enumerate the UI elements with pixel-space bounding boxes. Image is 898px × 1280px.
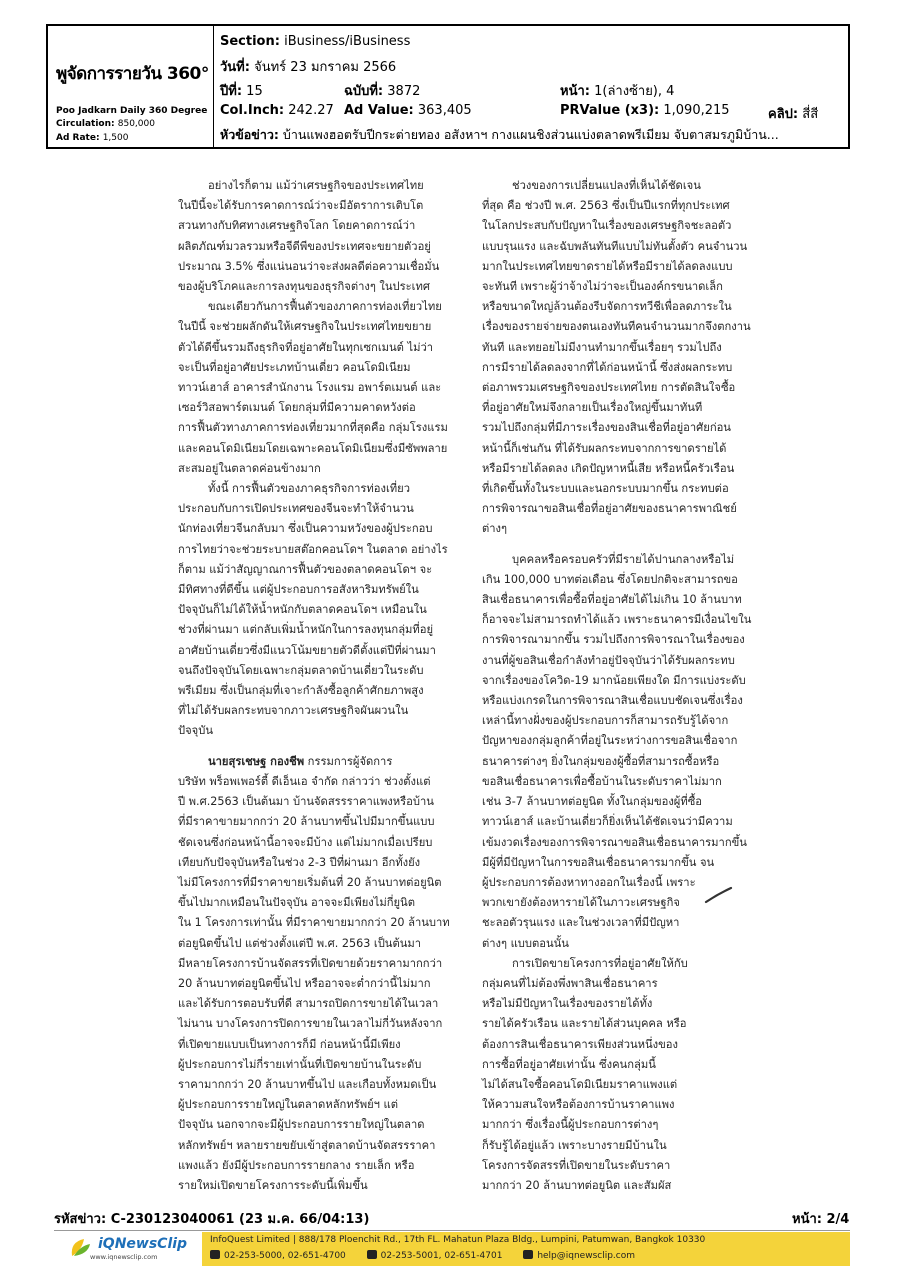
text-line: เกิน 100,000 บาทต่อเดือน ซึ่งโดยปกติจะสามารถขอ <box>482 572 738 586</box>
prvalue-label: PRValue (x3): <box>560 103 660 118</box>
section-label: Section: <box>220 34 280 49</box>
email-contact <box>523 1251 635 1261</box>
text-line: ในปีนี้จะได้รับการคาดการณ์ว่าจะมีอัตราการเติบโต <box>178 199 424 213</box>
text-line: ทาวน์เฮาส์ อาคารสำนักงาน โรงแรม อพาร์ตเมนต์ และ <box>178 381 442 395</box>
section-value: iBusiness/iBusiness <box>284 34 411 49</box>
text-line: ผู้ประกอบการไม่กี่รายเท่านั้นที่เปิดขายบ้านในระดับ <box>178 1057 422 1071</box>
circulation-value: 850,000 <box>117 119 155 129</box>
text-line: บุคคลหรือครอบครัวที่มีรายได้ปานกลางหรือไม่ <box>512 552 735 566</box>
text-line: โครงการจัดสรรที่เปิดขายในระดับราคา <box>482 1158 671 1172</box>
text-line: มีหลายโครงการบ้านจัดสรรที่เปิดขายด้วยราคามากกว่า <box>178 956 443 970</box>
text-line: การเปิดขายโครงการที่อยู่อาศัยให้กับ <box>512 956 688 970</box>
text-line: มากในประเทศไทยขาดรายได้หรือมีรายได้ลดลงแบบ <box>482 259 733 273</box>
page-value: 1(ล่างซ้าย), 4 <box>594 84 675 99</box>
clip-label: คลิป: <box>768 107 799 122</box>
text-line: รายใหม่เปิดขายโครงการระดับนี้เพิ่มขึ้น <box>178 1178 368 1192</box>
text-line: ไม่นาน บางโครงการปิดการขายในเวลาไม่กี่วันหลังจาก <box>178 1017 443 1031</box>
text-line: เรื่องของรายจ่ายของตนเองทันทีคนจำนวนมากจึงตกงาน <box>482 320 751 334</box>
text-line: ที่มีราคาขายมากกว่า 20 ล้านบาทขึ้นไปมีมากขึ้นแบบ <box>178 815 435 829</box>
phone-number: 02-253-5000, 02-651-4700 <box>224 1251 346 1261</box>
text-line: ในปีนี้ จะช่วยผลักดันให้เศรษฐกิจในประเทศไทยขยาย <box>178 320 432 334</box>
text-line: พรีเมียม ซึ่งเป็นกลุ่มที่เจาะกำลังซื้อลูกค้าศักยภาพสูง <box>178 684 424 698</box>
text-line: ทั้งนี้ การฟื้นตัวของภาคธุรกิจการท่องเที่ยว <box>208 482 411 496</box>
issue-row <box>344 80 420 101</box>
headline-row <box>220 125 779 145</box>
contact-line <box>210 1250 653 1261</box>
page-label: หน้า: <box>560 84 590 99</box>
pen-mark-icon <box>704 886 734 904</box>
text-line: ธนาคารต่างๆ ยิ่งในกลุ่มของผู้ซื้อที่สามารถซื้อหรือ <box>482 754 720 768</box>
text-line: หรือมีรายได้ลดลง เกิดปัญหาหนี้เสีย หรือหนี้ครัวเรือน <box>482 461 735 475</box>
text-line: เทียบกับปัจจุบันหรือในช่วง 2-3 ปีที่ผ่านมา อีกทั้งยัง <box>178 855 421 869</box>
text-line: มากกว่า 20 ล้านบาทต่อยูนิต และสัมผัส <box>482 1178 672 1192</box>
text-line: หรือไม่มีปัญหาในเรื่องของรายได้ทั้ง <box>482 997 653 1011</box>
text-line: ของผู้บริโภคและการลงทุนของธุรกิจต่างๆ ในประเทศ <box>178 280 430 294</box>
text-line: เหล่านี้ทางฝั่งของผู้ประกอบการก็สามารถรับรู้ได้จาก <box>482 714 729 728</box>
prvalue-row <box>560 103 730 118</box>
year-label: ปีที่: <box>220 84 243 99</box>
text-line: เข้มงวดเรื่องของการพิจารณาขอสินเชื่อธนาคารมากขึ้น <box>482 835 747 849</box>
text-line: ขอสินเชื่อธนาคารเพื่อซื้อบ้านในระดับราคาไม่มาก <box>482 774 722 788</box>
text-line: ผู้ประกอบการรายใหญ่ในตลาดหลักทรัพย์ฯ แต่ <box>178 1098 398 1112</box>
logo-text: iQNewsClip <box>98 1236 188 1252</box>
clipping-header <box>46 24 850 149</box>
phone-icon <box>210 1250 220 1259</box>
fax-number: 02-253-5001, 02-651-4701 <box>380 1251 503 1261</box>
text-line: แพงแล้ว ยังมีผู้ประกอบการรายกลาง รายเล็ก หรือ <box>178 1158 415 1172</box>
text-line: งานที่ผู้ขอสินเชื่อกำลังทำอยู่ปัจจุบันว่าได้รับผลกระทบ <box>482 653 735 667</box>
text-line: ขึ้นไปมากเหมือนในปัจจุบัน อาจจะมีเพียงไม่กี่ยูนิต <box>178 896 415 910</box>
text-line: การฟื้นตัวทางภาคการท่องเที่ยวมากที่สุดคือ กลุ่มโรงแรม <box>178 421 448 435</box>
date-label: วันที่: <box>220 60 250 75</box>
text-line: การไทยว่าจะช่วยระบายสต๊อกคอนโดฯ ในตลาด อย่างไร <box>178 542 448 556</box>
text-line: ใน 1 โครงการเท่านั้น ที่มีราคาขายมากกว่า 20 ล้านบาท <box>178 916 450 930</box>
speaker-name: นายสุรเชษฐ กองชีพ <box>208 754 305 768</box>
text-line: ชะลอตัวรุนแรง และในช่วงเวลาที่มีปัญหา <box>482 916 680 930</box>
text-line: ที่เกิดขึ้นทั้งในระบบและนอกระบบมากขึ้น กระทบต่อ <box>482 482 729 496</box>
colinch-value: 242.27 <box>288 103 334 118</box>
speaker-title: กรรมการผู้จัดการ <box>304 754 393 768</box>
advalue-row <box>344 103 472 118</box>
publication-name: พูจัดการรายวัน 360° <box>56 64 209 84</box>
page-number: หน้า: 2/4 <box>792 1212 850 1227</box>
text-line: ที่อยู่อาศัยใหม่จึงกลายเป็นเรื่องใหญ่ขึ้นมาทันที <box>482 401 703 415</box>
text-line: ราคามากกว่า 20 ล้านบาทขึ้นไป และเกือบทั้งหมดเป็น <box>178 1077 437 1091</box>
prvalue-value: 1,090,215 <box>663 103 730 118</box>
iqnewsclip-logo <box>64 1234 188 1264</box>
text-line: ที่สุด คือ ช่วงปี พ.ศ. 2563 ซึ่งเป็นปีแรกที่ทุกประเทศ <box>482 199 730 213</box>
ad-rate-label: Ad Rate: <box>56 133 100 143</box>
text-line: ปัจจุบัน นอกจากจะมีผู้ประกอบการรายใหญ่ในตลาด <box>178 1118 425 1132</box>
publication-info <box>48 26 214 147</box>
text-line: ตัวได้ดีขึ้นรวมถึงธุรกิจที่อยู่อาศัยในทุกเซกเมนต์ ไม่ว่า <box>178 340 434 354</box>
headline-value: บ้านแพงฮอตรับปีกระต่ายทอง อสังหาฯ กางแผนชิงส่วนแบ่งตลาดพรีเมียม จับตาสมรภูมิบ้าน... <box>282 127 779 142</box>
text-line: ต่างๆ แบบตอนนั้น <box>482 936 569 950</box>
text-line: สวนทางกับทิศทางเศรษฐกิจโลก โดยคาดการณ์ว่า <box>178 219 416 233</box>
text-line: รวมไปถึงกลุ่มที่มีภาระเรื่องของสินเชื่อที่อยู่อาศัยก่อน <box>482 421 731 435</box>
text-line: ก็รับรู้ได้อยู่แล้ว เพราะบางรายมีบ้านใน <box>482 1138 667 1152</box>
text-line <box>178 752 468 772</box>
clipping-meta <box>220 26 848 147</box>
text-line: ประกอบกับการเปิดประเทศของจีนจะทำให้จำนวน <box>178 502 414 516</box>
footer-bar <box>54 1230 850 1266</box>
text-line: ปัจจุบัน <box>178 724 213 738</box>
text-line: ทาวน์เฮาส์ และบ้านเดี่ยวก็ยิ่งเห็นได้ชัดเจนว่ามีความ <box>482 815 733 829</box>
text-line: จะเป็นที่อยู่อาศัยประเภทบ้านเดี่ยว คอนโดมิเนียม <box>178 360 411 374</box>
text-line: ปัญหาของกลุ่มลูกค้าที่อยู่ในระหว่างการขอสินเชื่อจาก <box>482 734 738 748</box>
text-line: ช่วงของการเปลี่ยนแปลงที่เห็นได้ชัดเจน <box>512 179 701 192</box>
text-line: อาศัยบ้านเดี่ยวซึ่งมีแนวโน้มขยายตัวดีตั้งแต่ปีที่ผ่านมา <box>178 643 436 657</box>
year-row <box>220 80 263 101</box>
text-line: มีผู้ที่มีปัญหาในการขอสินเชื่อธนาคารมากขึ้น จน <box>482 855 715 869</box>
advalue-label: Ad Value: <box>344 103 414 118</box>
colinch-label: Col.Inch: <box>220 103 285 118</box>
circulation-label: Circulation: <box>56 119 115 129</box>
text-line: นักท่องเที่ยวจีนกลับมา ซึ่งเป็นความหวังของผู้ประกอบ <box>178 522 433 536</box>
issue-label: ฉบับที่: <box>344 84 384 99</box>
text-line: ทันที และทยอยไม่มีงานทำมากขึ้นเรื่อยๆ รวมไปถึง <box>482 340 722 354</box>
clip-row <box>768 103 818 124</box>
text-line: ไม่ได้สนใจซื้อคอนโดมิเนียมราคาแพงแต่ <box>482 1077 678 1091</box>
text-line: ปี พ.ศ.2563 เป็นต้นมา บ้านจัดสรรราคาแพงหรือบ้าน <box>178 795 434 809</box>
text-line: แบบรุนแรง และฉับพลันทันทีแบบไม่ทันตั้งตัว คนจำนวน <box>482 239 748 253</box>
text-line: สะสมอยู่ในตลาดค่อนข้างมาก <box>178 461 321 475</box>
phone-contact <box>210 1251 346 1261</box>
text-line: บริษัท พร็อพเพอร์ตี้ ดีเอ็นเอ จำกัด กล่าวว่า ช่วงตั้งแต่ <box>178 774 431 788</box>
text-line: ให้ความสนใจหรือต้องการบ้านราคาแพง <box>482 1098 675 1112</box>
text-line: และคอนโดมิเนียมโดยเฉพาะคอนโดมิเนียมซึ่งมีซัพพลาย <box>178 441 448 455</box>
date-value: จันทร์ 23 มกราคม 2566 <box>254 60 397 75</box>
clip-value: สี่สี <box>802 107 819 122</box>
text-line: การซื้อที่อยู่อาศัยเท่านั้น ซึ่งคนกลุ่มนี้ <box>482 1057 656 1071</box>
contact-banner <box>202 1232 850 1266</box>
text-line: ชัดเจนซึ่งก่อนหน้านี้อาจจะมีบ้าง แต่ไม่มากเมื่อเปรียบ <box>178 835 433 849</box>
text-line: ไม่มีโครงการที่มีราคาขายเริ่มต้นที่ 20 ล้านบาทต่อยูนิต <box>178 875 442 889</box>
text-line: ผู้ประกอบการต้องหาทางออกในเรื่องนี้ เพราะ <box>482 875 696 889</box>
logo-url: www.iqnewsclip.com <box>90 1253 158 1261</box>
issue-value: 3872 <box>387 84 421 99</box>
text-line: เซอร์วิสอพาร์ตเมนต์ โดยกลุ่มที่มีความคาดหวังต่อ <box>178 401 416 415</box>
fax-contact <box>367 1251 503 1261</box>
text-line: ต่อภาพรวมเศรษฐกิจของประเทศไทย การตัดสินใจซื้อ <box>482 381 736 395</box>
article-column-left <box>178 176 468 1196</box>
date-row <box>220 56 396 77</box>
text-line: ก็อาจจะไม่สามารถทำได้แล้ว เพราะธนาคารมีเงื่อนไขใน <box>482 613 752 627</box>
company-address: InfoQuest Limited | 888/178 Ploenchit Rd., 17th FL. Mahatun Plaza Bldg., Lumpini, Patumwan, Bangkok 10330 <box>210 1235 706 1245</box>
text-line: ประมาณ 3.5% ซึ่งแน่นอนว่าจะส่งผลดีต่อความเชื่อมั่น <box>178 259 440 273</box>
text-line: สินเชื่อธนาคารเพื่อซื้อที่อยู่อาศัยได้ไม่เกิน 10 ล้านบาท <box>482 593 742 607</box>
text-line: เช่น 3-7 ล้านบาทต่อยูนิต ทั้งในกลุ่มของผู้ที่ซื้อ <box>482 795 703 809</box>
text-line: การมีรายได้ลดลงจากที่ได้ก่อนหน้านี้ ซึ่งส่งผลกระทบ <box>482 360 733 374</box>
text-line: ในโลกประสบกับปัญหาในเรื่องของเศรษฐกิจชะลอตัว <box>482 219 732 233</box>
fax-icon <box>367 1250 377 1259</box>
email-address: help@iqnewsclip.com <box>537 1251 636 1261</box>
text-line: กลุ่มคนที่ไม่ต้องพึ่งพาสินเชื่อธนาคาร <box>482 976 658 990</box>
text-line: ก็ตาม แม้ว่าสัญญาณการฟื้นตัวของตลาดคอนโดฯ จะ <box>178 562 433 576</box>
text-line: และได้รับการตอบรับที่ดี สามารถปิดการขายได้ในเวลา <box>178 997 439 1011</box>
text-line: ที่ไม่ได้รับผลกระทบจากภาวะเศรษฐกิจผันผวนใน <box>178 704 409 718</box>
colinch-row <box>220 103 334 118</box>
news-id: รหัสข่าว: C-230123040061 (23 ม.ค. 66/04:13) <box>54 1212 370 1227</box>
text-line: ขณะเดียวกันการฟื้นตัวของภาคการท่องเที่ยวไทย <box>208 300 442 314</box>
text-line: ต่างๆ <box>482 522 508 536</box>
section-row <box>220 34 410 49</box>
text-line: ช่วงที่ผ่านมา แต่กลับเพิ่มน้ำหนักในการลงทุนกลุ่มที่อยู่ <box>178 623 434 637</box>
advalue-value: 363,405 <box>417 103 472 118</box>
text-line: หรือขนาดใหญ่ล้วนต้องรีบจัดการทวีชีเพื่อลดภาระใน <box>482 300 732 314</box>
text-line: มีทิศทางที่ดีขึ้น แต่ผู้ประกอบการอสังหาริมทรัพย์ใน <box>178 583 419 597</box>
year-value: 15 <box>246 84 263 99</box>
circulation <box>56 119 155 129</box>
text-line: ต้องการสินเชื่อธนาคารเพียงส่วนหนึ่งของ <box>482 1037 678 1051</box>
article-column-right <box>482 176 754 1196</box>
text-line: จะทันที เพราะผู้ว่าจ้างไม่ว่าจะเป็นองค์กรขนาดเล็ก <box>482 280 723 294</box>
text-line: หรือแบ่งเกรดในการพิจารณาสินเชื่อแบบชัดเจนซึ่งเรื่อง <box>482 694 743 708</box>
publication-subtitle: Poo Jadkarn Daily 360 Degree <box>56 106 208 116</box>
page-row <box>560 80 674 101</box>
text-line: พวกเขายังต้องหารายได้ในภาวะเศรษฐกิจ <box>482 896 680 910</box>
text-line: รายได้ครัวเรือน และรายได้ส่วนบุคคล หรือ <box>482 1017 687 1031</box>
text-line: ผลิตภัณฑ์มวลรวมหรือจีดีพีของประเทศจะขยายตัวอยู่ <box>178 239 431 253</box>
text-line: อย่างไรก็ตาม แม้ว่าเศรษฐกิจของประเทศไทย <box>208 179 424 192</box>
text-line: จากเรื่องของโควิด-19 มากน้อยเพียงใด มีการแบ่งระดับ <box>482 673 746 687</box>
text-line: ต่อยูนิตขึ้นไป แต่ช่วงตั้งแต่ปี พ.ศ. 2563 เป็นต้นมา <box>178 936 422 950</box>
text-line: 20 ล้านบาทต่อยูนิตขึ้นไป หรืออาจจะต่ำกว่านี้ไม่มาก <box>178 976 431 990</box>
text-line: การพิจารณามากขึ้น รวมไปถึงการพิจารณาในเรื่องของ <box>482 633 745 647</box>
text-line: จนถึงปัจจุบันโดยเฉพาะกลุ่มตลาดบ้านเดี่ยวในระดับ <box>178 663 424 677</box>
ad-rate-value: 1,500 <box>102 133 129 143</box>
text-line: ปัจจุบันก็ไม่ได้ให้น้ำหนักกับตลาดคอนโดฯ เหมือนใน <box>178 603 427 617</box>
text-line: การพิจารณาขอสินเชื่อที่อยู่อาศัยของธนาคารพาณิชย์ <box>482 502 737 516</box>
text-line: ที่เปิดขายแบบเป็นทางการก็มี ก่อนหน้านี้มีเพียง <box>178 1037 401 1051</box>
text-line: มากกว่า ซึ่งเรื่องนี้ผู้ประกอบการต่างๆ <box>482 1118 659 1132</box>
headline-label: หัวข้อข่าว: <box>220 127 279 142</box>
text-line: หลักทรัพย์ฯ หลายรายขยับเข้าสู่ตลาดบ้านจัดสรรราคา <box>178 1138 436 1152</box>
text-line: หน้านี้ก็เช่นกัน ที่ได้รับผลกระทบจากการขาดรายได้ <box>482 441 727 455</box>
email-icon <box>523 1250 533 1259</box>
ad-rate <box>56 133 128 143</box>
